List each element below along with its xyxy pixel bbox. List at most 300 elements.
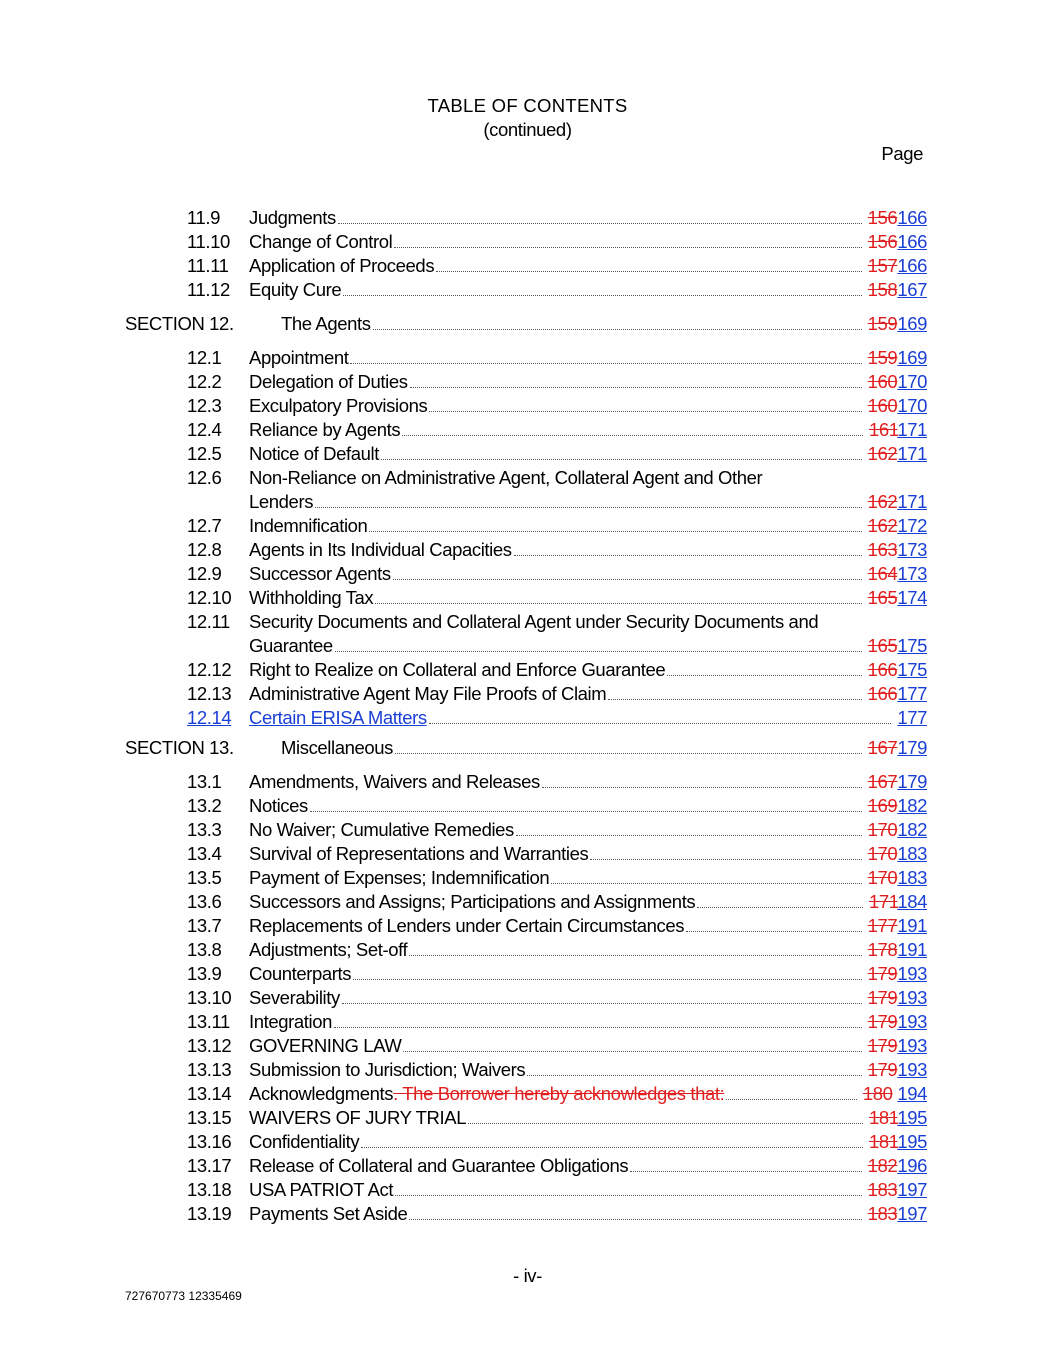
dot-leader — [686, 915, 862, 932]
toc-page-numbers — [868, 682, 927, 706]
toc-entry-row — [0, 706, 1055, 730]
old-page-number: 161 — [869, 419, 898, 440]
old-page-number: 183 — [867, 1203, 898, 1224]
toc-entry-number: 13.5 — [187, 867, 222, 888]
toc-entry-row — [0, 610, 1055, 634]
toc-entry-row — [0, 842, 1055, 866]
toc-entry-title: Judgments — [249, 207, 336, 228]
toc-entry-number: 12.14 — [187, 707, 232, 728]
dot-leader — [429, 707, 892, 724]
new-page-number[interactable]: 196 — [897, 1155, 927, 1176]
toc-entry-title: Application of Proceeds — [249, 255, 435, 276]
toc-entry-title: Payment of Expenses; Indemnification — [249, 867, 550, 888]
toc-entry-title: No Waiver; Cumulative Remedies — [249, 819, 514, 840]
toc-entry-row — [0, 418, 1055, 442]
toc-page-numbers — [868, 1202, 927, 1226]
new-page-number[interactable]: 193 — [897, 1035, 927, 1056]
toc-entry-number: 13.18 — [187, 1179, 232, 1200]
toc-entry-title: Severability — [249, 987, 340, 1008]
dot-leader — [630, 1155, 861, 1172]
toc-entry-title-line — [249, 206, 927, 230]
toc-page-numbers — [868, 1010, 927, 1034]
toc-entry-number: 12.3 — [187, 395, 222, 416]
toc-entry-title: The Agents — [281, 313, 371, 334]
toc-entry-row — [0, 1202, 1055, 1226]
toc-entry-row — [0, 866, 1055, 890]
dot-leader — [429, 395, 861, 412]
toc-entry-title: Survival of Representations and Warranties — [249, 843, 589, 864]
toc-page-numbers — [868, 842, 927, 866]
new-page-number[interactable]: 195 — [897, 1107, 927, 1128]
toc-page-numbers — [868, 634, 927, 658]
toc-entry-row — [0, 538, 1055, 562]
dot-leader — [697, 891, 863, 908]
toc-page-numbers — [868, 490, 927, 514]
old-page-number: 165 — [867, 587, 898, 608]
toc-entry-number: 12.4 — [187, 419, 222, 440]
toc-entry-title-line — [249, 1034, 927, 1058]
toc-entry-number: 13.7 — [187, 915, 222, 936]
toc-entry-title: Miscellaneous — [281, 737, 394, 758]
dot-leader — [350, 347, 861, 364]
toc-entry-title: Release of Collateral and Guarantee Obligations — [249, 1155, 629, 1176]
toc-entry-title-line — [249, 1010, 927, 1034]
dot-leader — [395, 737, 862, 754]
dot-leader — [373, 313, 862, 330]
dot-leader — [667, 659, 861, 676]
toc-entry-number: 12.13 — [187, 683, 232, 704]
toc-page-numbers — [869, 1130, 927, 1154]
old-page-number: 177 — [867, 915, 898, 936]
toc-entry-title-line — [249, 890, 927, 914]
toc-entry-title: Integration — [249, 1011, 333, 1032]
toc-entry-title-line — [249, 1178, 927, 1202]
toc-page-numbers — [868, 938, 927, 962]
old-page-number: 165 — [867, 635, 898, 656]
old-page-number: 181 — [869, 1107, 898, 1128]
toc-entry-title: Confidentiality — [249, 1131, 360, 1152]
new-page-number[interactable]: 173 — [897, 563, 927, 584]
dot-leader — [338, 207, 862, 224]
toc-entry-title: Notices — [249, 795, 308, 816]
toc-page-numbers — [868, 394, 927, 418]
toc-page-numbers — [868, 206, 927, 230]
dot-leader — [608, 683, 861, 700]
dot-leader — [516, 819, 862, 836]
toc-entry-number: 11.12 — [187, 279, 230, 300]
old-page-number: 160 — [867, 371, 898, 392]
new-page-number[interactable]: 177 — [897, 683, 927, 704]
toc-page-numbers — [868, 278, 927, 302]
toc-entry-title: Submission to Jurisdiction; Waivers — [249, 1059, 526, 1080]
toc-page-numbers — [868, 1154, 927, 1178]
dot-leader — [410, 371, 862, 388]
toc-page-numbers — [868, 658, 927, 682]
new-page-number[interactable]: 175 — [897, 635, 927, 656]
toc-entry-row — [0, 682, 1055, 706]
toc-entry-row — [0, 562, 1055, 586]
new-page-number[interactable]: 170 — [897, 395, 927, 416]
toc-entry-title-line — [249, 514, 927, 538]
toc-entry-title: WAIVERS OF JURY TRIAL — [249, 1107, 467, 1128]
dot-leader — [590, 843, 861, 860]
toc-entry-title: USA PATRIOT Act — [249, 1179, 394, 1200]
dot-leader — [381, 443, 862, 460]
old-page-number: 156 — [867, 207, 898, 228]
dot-leader — [315, 491, 862, 508]
old-page-number: 183 — [867, 1179, 898, 1200]
new-page-number[interactable]: 193 — [897, 963, 927, 984]
old-page-number: 179 — [867, 1059, 898, 1080]
toc-entry-title: Payments Set Aside — [249, 1203, 408, 1224]
toc-entry-title-line — [249, 230, 927, 254]
toc-page-numbers — [868, 1178, 927, 1202]
old-page-number: 162 — [867, 443, 898, 464]
toc-entry-title-line — [249, 1106, 927, 1130]
toc-entry-title-line — [249, 794, 927, 818]
old-page-number: 179 — [867, 987, 898, 1008]
old-page-number: 159 — [867, 313, 898, 334]
dot-leader — [551, 867, 861, 884]
toc-entry-title-line — [281, 312, 927, 336]
toc-entry-number: 12.11 — [187, 611, 230, 632]
toc-entry-title-line — [249, 842, 927, 866]
toc-page-numbers — [868, 986, 927, 1010]
old-page-number: 167 — [867, 771, 898, 792]
toc-entry-number: 13.8 — [187, 939, 222, 960]
toc-entry-row — [0, 586, 1055, 610]
toc-entry-title-line — [249, 562, 927, 586]
toc-entry-number: 13.6 — [187, 891, 222, 912]
new-page-number[interactable]: 170 — [897, 371, 927, 392]
toc-entry-number: 12.6 — [187, 467, 222, 488]
toc-entry-row — [0, 370, 1055, 394]
old-page-number: 166 — [867, 659, 898, 680]
toc-entry-title: Appointment — [249, 347, 349, 368]
toc-entry-row — [0, 890, 1055, 914]
toc-entry-title-line — [249, 682, 927, 706]
toc-entry-title-line — [249, 1082, 927, 1106]
toc-entry-title: Withholding Tax — [249, 587, 374, 608]
toc-entry-title-line — [249, 346, 927, 370]
toc-entry-number: 13.9 — [187, 963, 222, 984]
toc-entry-row — [0, 394, 1055, 418]
dot-leader — [375, 587, 861, 604]
dot-leader — [353, 963, 862, 980]
toc-entry-title-line — [249, 254, 927, 278]
new-page-number[interactable]: 173 — [897, 539, 927, 560]
toc-entry-number: 12.1 — [187, 347, 222, 368]
toc-entry-number: 13.13 — [187, 1059, 232, 1080]
toc-entry-number: 11.10 — [187, 231, 230, 252]
dot-leader — [310, 795, 862, 812]
toc-page-numbers — [869, 890, 927, 914]
toc-entry-number: 13.10 — [187, 987, 232, 1008]
toc-entry-number: 12.8 — [187, 539, 222, 560]
toc-page-numbers — [868, 866, 927, 890]
toc-entry-number: 13.11 — [187, 1011, 230, 1032]
toc-page-numbers — [868, 346, 927, 370]
toc-entry-title-line — [249, 866, 927, 890]
toc-entry-continuation — [0, 490, 1055, 514]
toc-entry-title: Change of Control — [249, 231, 393, 252]
new-page-number[interactable]: 195 — [897, 1131, 927, 1152]
toc-entry-title-line — [249, 394, 927, 418]
new-page-number[interactable]: 169 — [897, 313, 927, 334]
new-page-number[interactable]: 166 — [897, 231, 927, 252]
dot-leader — [369, 515, 861, 532]
toc-page-numbers — [868, 736, 927, 760]
new-page-number[interactable]: 166 — [897, 207, 927, 228]
old-page-number: 171 — [869, 891, 898, 912]
toc-entry-number: 13.1 — [187, 771, 222, 792]
old-page-number: 158 — [867, 279, 898, 300]
new-page-number[interactable]: 174 — [897, 587, 927, 608]
new-page-number[interactable]: 171 — [897, 491, 927, 512]
toc-entry-title: Amendments, Waivers and Releases — [249, 771, 540, 792]
toc-entry-number: 12.5 — [187, 443, 222, 464]
toc-entry-title-line — [249, 538, 927, 562]
new-page-number[interactable]: 191 — [897, 939, 927, 960]
toc-entry-row — [0, 818, 1055, 842]
old-page-number: 160 — [867, 395, 898, 416]
dot-leader — [409, 1203, 861, 1220]
new-page-number[interactable]: 166 — [897, 255, 927, 276]
toc-section-row — [0, 736, 1055, 760]
old-page-number: 170 — [867, 819, 898, 840]
toc-entry-title-line — [249, 1154, 927, 1178]
toc-page-numbers — [897, 706, 927, 730]
toc-entry-title: Agents in Its Individual Capacities — [249, 539, 512, 560]
toc-page-numbers — [868, 794, 927, 818]
toc-entry-title-line — [249, 962, 927, 986]
toc-page-numbers — [868, 312, 927, 336]
toc-entry-title: Reliance by Agents — [249, 419, 401, 440]
dot-leader — [436, 255, 861, 272]
toc-entry-row — [0, 254, 1055, 278]
new-page-number[interactable]: 182 — [897, 795, 927, 816]
toc-page-numbers — [869, 1106, 927, 1130]
toc-entry-title-line — [249, 706, 927, 730]
dot-leader — [403, 1035, 861, 1052]
new-page-number[interactable]: 177 — [897, 707, 927, 728]
toc-page-numbers — [868, 442, 927, 466]
toc-entry-title-continued: Guarantee — [249, 635, 333, 656]
toc-entry-title-line — [249, 938, 927, 962]
toc-entry-number: 13.2 — [187, 795, 222, 816]
toc-page-numbers — [868, 562, 927, 586]
toc-entry-title-line — [249, 418, 927, 442]
old-page-number: 162 — [867, 491, 898, 512]
new-page-number[interactable]: 184 — [897, 891, 927, 912]
page-column-label: Page — [881, 143, 923, 164]
toc-entry-row — [0, 1034, 1055, 1058]
old-page-number: 164 — [867, 563, 898, 584]
toc-entry-number: 13.4 — [187, 843, 222, 864]
dot-leader — [726, 1083, 857, 1100]
toc-entry-number: 12.10 — [187, 587, 232, 608]
toc-entry-row — [0, 466, 1055, 490]
toc-entry-row — [0, 1130, 1055, 1154]
toc-entry-number: 13.12 — [187, 1035, 232, 1056]
old-page-number: 156 — [867, 231, 898, 252]
old-page-number: 159 — [867, 347, 898, 368]
new-page-number[interactable]: 191 — [897, 915, 927, 936]
toc-entry-row — [0, 938, 1055, 962]
document-id: 727670773 12335469 — [125, 1289, 242, 1303]
old-page-number: 179 — [867, 963, 898, 984]
old-page-number: 167 — [867, 737, 898, 758]
toc-entry-number: 13.16 — [187, 1131, 232, 1152]
toc-entry-title-line — [281, 736, 927, 760]
new-page-number[interactable]: 182 — [897, 819, 927, 840]
new-page-number[interactable]: 167 — [897, 279, 927, 300]
toc-entry-number: SECTION 13. — [125, 737, 234, 758]
toc-entry-row — [0, 658, 1055, 682]
toc-entry-row — [0, 206, 1055, 230]
page-number: - iv- — [513, 1265, 542, 1286]
new-page-number[interactable]: 183 — [897, 843, 927, 864]
toc-entry-number: 13.19 — [187, 1203, 232, 1224]
toc-entry-row — [0, 986, 1055, 1010]
new-page-number[interactable]: 194 — [897, 1083, 927, 1104]
old-page-number: 179 — [867, 1011, 898, 1032]
toc-entry-title: Counterparts — [249, 963, 352, 984]
toc-entry-number: 12.7 — [187, 515, 222, 536]
toc-entry-title-line — [249, 442, 927, 466]
old-page-number: 162 — [867, 515, 898, 536]
toc-entry-title: Non-Reliance on Administrative Agent, Collateral Agent and Other — [249, 467, 763, 488]
new-page-number[interactable]: 171 — [897, 443, 927, 464]
toc-entry-row — [0, 1010, 1055, 1034]
toc-entry-row — [0, 1106, 1055, 1130]
dot-leader — [342, 987, 862, 1004]
toc-entry-row — [0, 914, 1055, 938]
new-page-number[interactable]: 179 — [897, 737, 927, 758]
toc-entry-title-line — [249, 278, 927, 302]
toc-page-numbers — [868, 586, 927, 610]
toc-entry-title-line — [249, 1202, 927, 1226]
toc-entry-title: Security Documents and Collateral Agent under Security Documents and — [249, 611, 819, 632]
new-page-number[interactable]: 172 — [897, 515, 927, 536]
toc-page-numbers — [868, 370, 927, 394]
new-page-number[interactable]: 193 — [897, 1011, 927, 1032]
toc-entry-title: Indemnification — [249, 515, 368, 536]
toc-entry-title: Administrative Agent May File Proofs of Claim — [249, 683, 607, 704]
toc-entry-number: 11.11 — [187, 255, 229, 276]
new-page-number[interactable]: 183 — [897, 867, 927, 888]
dot-leader — [514, 539, 862, 556]
toc-page-numbers — [868, 770, 927, 794]
toc-entry-title: Successors and Assigns; Participations and Assignments — [249, 891, 696, 912]
toc-entry-title: Acknowledgments — [249, 1083, 394, 1104]
dot-leader — [335, 635, 862, 652]
toc-entry-row — [0, 962, 1055, 986]
old-page-number: 170 — [867, 867, 898, 888]
toc-entry-title-line — [249, 490, 927, 514]
new-page-number[interactable]: 193 — [897, 987, 927, 1008]
toc-entry-title: GOVERNING LAW — [249, 1035, 402, 1056]
toc-page-numbers — [868, 1034, 927, 1058]
toc-section-row — [0, 312, 1055, 336]
old-page-number: 170 — [867, 843, 898, 864]
toc-entry-row — [0, 514, 1055, 538]
toc-entry-title: Notice of Default — [249, 443, 379, 464]
toc-entry-row — [0, 278, 1055, 302]
toc-page-numbers — [869, 418, 927, 442]
toc-entry-title-continued: Lenders — [249, 491, 314, 512]
new-page-number[interactable]: 197 — [897, 1203, 927, 1224]
old-page-number: 178 — [867, 939, 898, 960]
old-page-number: 169 — [867, 795, 898, 816]
toc-entry-title-line — [249, 586, 927, 610]
dot-leader — [468, 1107, 863, 1124]
old-page-number: 182 — [867, 1155, 898, 1176]
toc-entry-row — [0, 230, 1055, 254]
toc-entry-row — [0, 770, 1055, 794]
toc-entry-row — [0, 1154, 1055, 1178]
dot-leader — [361, 1131, 863, 1148]
new-page-number[interactable]: 169 — [897, 347, 927, 368]
toc-entry-number: 13.14 — [187, 1083, 232, 1104]
deleted-text: . The Borrower hereby acknowledges that: — [393, 1083, 725, 1104]
toc-entry-number: 11.9 — [187, 207, 221, 228]
toc-page-numbers — [868, 230, 927, 254]
new-page-number[interactable]: 175 — [897, 659, 927, 680]
toc-page-numbers — [868, 962, 927, 986]
toc-entry-number: 12.2 — [187, 371, 222, 392]
toc-entry-title: Adjustments; Set-off — [249, 939, 408, 960]
toc-subtitle: (continued) — [483, 119, 572, 140]
toc-page-numbers — [868, 254, 927, 278]
toc-entry-title: Delegation of Duties — [249, 371, 408, 392]
old-page-number: 157 — [867, 255, 898, 276]
dot-leader — [402, 419, 863, 436]
dot-leader — [409, 939, 861, 956]
toc-entry-title: Certain ERISA Matters — [249, 707, 427, 728]
dot-leader — [395, 1179, 862, 1196]
toc-entry-row — [0, 1178, 1055, 1202]
toc-entry-continuation — [0, 634, 1055, 658]
dot-leader — [334, 1011, 862, 1028]
toc-entry-number: 12.9 — [187, 563, 222, 584]
toc-page-numbers — [863, 1082, 927, 1106]
old-page-number: 181 — [869, 1131, 898, 1152]
toc-page-numbers — [868, 818, 927, 842]
toc-entry-title-line — [249, 634, 927, 658]
toc-entry-title-line — [249, 818, 927, 842]
toc-entry-title: Equity Cure — [249, 279, 342, 300]
toc-entry-title: Exculpatory Provisions — [249, 395, 428, 416]
new-page-number[interactable]: 179 — [897, 771, 927, 792]
toc-entry-number: SECTION 12. — [125, 313, 234, 334]
new-page-number[interactable]: 193 — [897, 1059, 927, 1080]
new-page-number[interactable]: 197 — [897, 1179, 927, 1200]
toc-entry-title: Replacements of Lenders under Certain Circumstances — [249, 915, 685, 936]
toc-entry-title-line — [249, 370, 927, 394]
toc-entry-row — [0, 794, 1055, 818]
old-page-number: 166 — [867, 683, 898, 704]
toc-entry-number: 13.15 — [187, 1107, 232, 1128]
toc-page-numbers — [868, 538, 927, 562]
toc-entry-row — [0, 442, 1055, 466]
toc-entry-title: Right to Realize on Collateral and Enforce Guarantee — [249, 659, 666, 680]
toc-entry-number: 13.3 — [187, 819, 222, 840]
toc-entry-row — [0, 1058, 1055, 1082]
toc-title: TABLE OF CONTENTS — [427, 95, 628, 116]
new-page-number[interactable]: 171 — [897, 419, 927, 440]
toc-page-numbers — [868, 514, 927, 538]
